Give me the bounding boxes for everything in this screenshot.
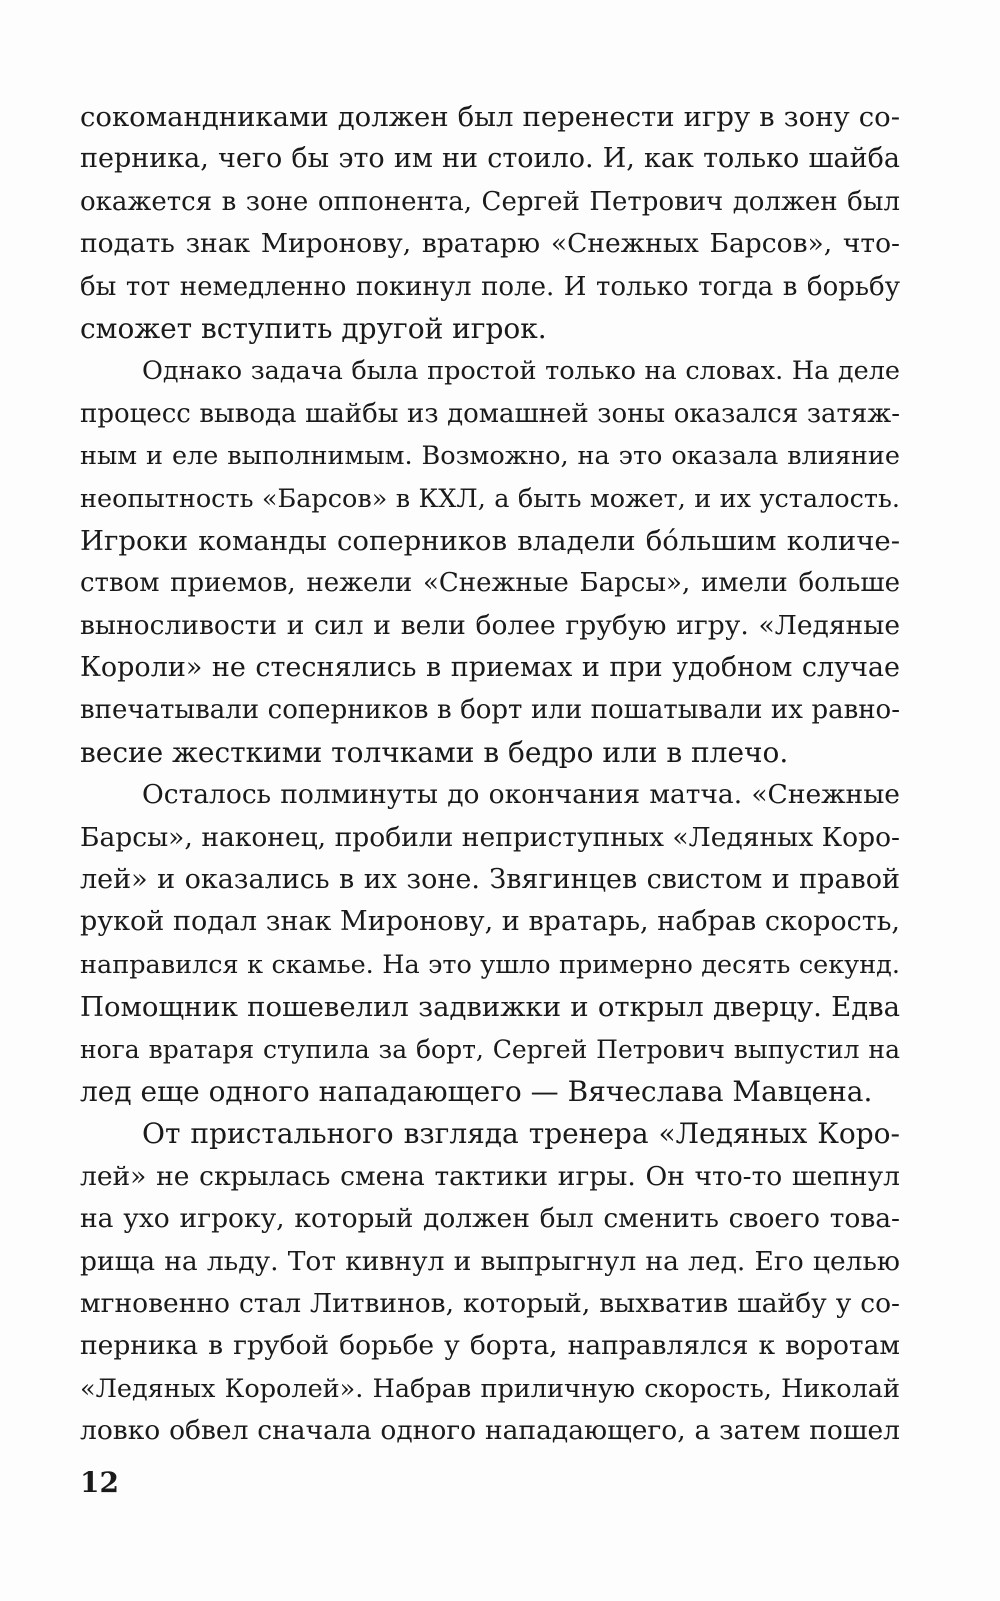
page-number: 12: [80, 1466, 119, 1499]
text-line: «Ледяных Королей». Набрав приличную скорость, Николай: [80, 1373, 900, 1404]
text-line: выносливости и сил и вели более грубую игру. «Ледяные: [80, 609, 900, 641]
text-line: ством приемов, нежели «Снежные Барсы», имели больше: [80, 568, 900, 599]
text-line: От пристального взгляда тренера «Ледяных Коро-: [142, 1117, 900, 1151]
text-line: впечатывали соперников в борт или пошатывали их равно-: [80, 695, 900, 726]
text-line: ным и еле выполнимым. Возможно, на это оказала влияние: [80, 441, 900, 472]
text-line: направился к скамье. На это ушло примерно десять секунд.: [80, 949, 900, 980]
text-line: рукой подал знак Миронову, и вратарь, набрав скорость,: [80, 906, 900, 938]
text-line: сможет вступить другой игрок.: [80, 311, 547, 345]
text-line: неопытность «Барсов» в КХЛ, а быть может, и их усталость.: [80, 483, 900, 514]
text-line: Игроки команды соперников владели бóльшим количе-: [80, 524, 900, 557]
text-line: лей» и оказались в их зоне. Звягинцев свистом и правой: [80, 864, 900, 896]
text-line: перника в грубой борьбе у борта, направлялся к воротам: [80, 1330, 900, 1362]
text-line: весие жесткими толчками в бедро или в плечо.: [80, 735, 789, 769]
paragraph: [80, 774, 900, 1113]
text-line: лей» не скрылась смена тактики игры. Он что-то шепнул: [80, 1160, 900, 1192]
text-line: на ухо игроку, который должен был сменить своего това-: [80, 1203, 900, 1235]
text-line: лед еще одного нападающего — Вячеслава Мавцена.: [80, 1074, 873, 1108]
text-line: рища на льду. Тот кивнул и выпрыгнул на лед. Его целью: [80, 1245, 900, 1277]
text-line: процесс вывода шайбы из домашней зоны оказался затяж-: [80, 398, 900, 429]
text-line: окажется в зоне оппонента, Сергей Петрович должен был: [80, 186, 900, 217]
paragraph: [80, 350, 900, 774]
body-text: [80, 96, 900, 1453]
text-line: перника, чего бы это им ни стоило. И, как только шайба: [80, 143, 900, 175]
text-line: Однако задача была простой только на словах. На деле: [142, 356, 900, 387]
text-line: Помощник пошевелил задвижки и открыл дверцу. Едва: [80, 991, 900, 1024]
text-line: бы тот немедленно покинул поле. И только тогда в борьбу: [80, 271, 900, 302]
text-line: мгновенно стал Литвинов, который, выхватив шайбу у со-: [80, 1287, 900, 1319]
text-line: ловко обвел сначала одного нападающего, а затем пошел: [80, 1415, 900, 1447]
paragraph: [80, 96, 900, 350]
paragraph: [80, 1113, 900, 1452]
text-line: Барсы», наконец, пробили неприступных «Ледяных Коро-: [80, 821, 900, 853]
text-line: Короли» не стеснялись в приемах и при удобном случае: [80, 652, 900, 684]
text-line: сокомандниками должен был перенести игру в зону со-: [80, 101, 900, 133]
text-line: подать знак Миронову, вратарю «Снежных Барсов», что-: [80, 228, 900, 260]
text-line: нога вратаря ступила за борт, Сергей Петрович выпустил на: [80, 1034, 900, 1064]
text-line: Осталось полминуты до окончания матча. «Снежные: [142, 779, 900, 811]
